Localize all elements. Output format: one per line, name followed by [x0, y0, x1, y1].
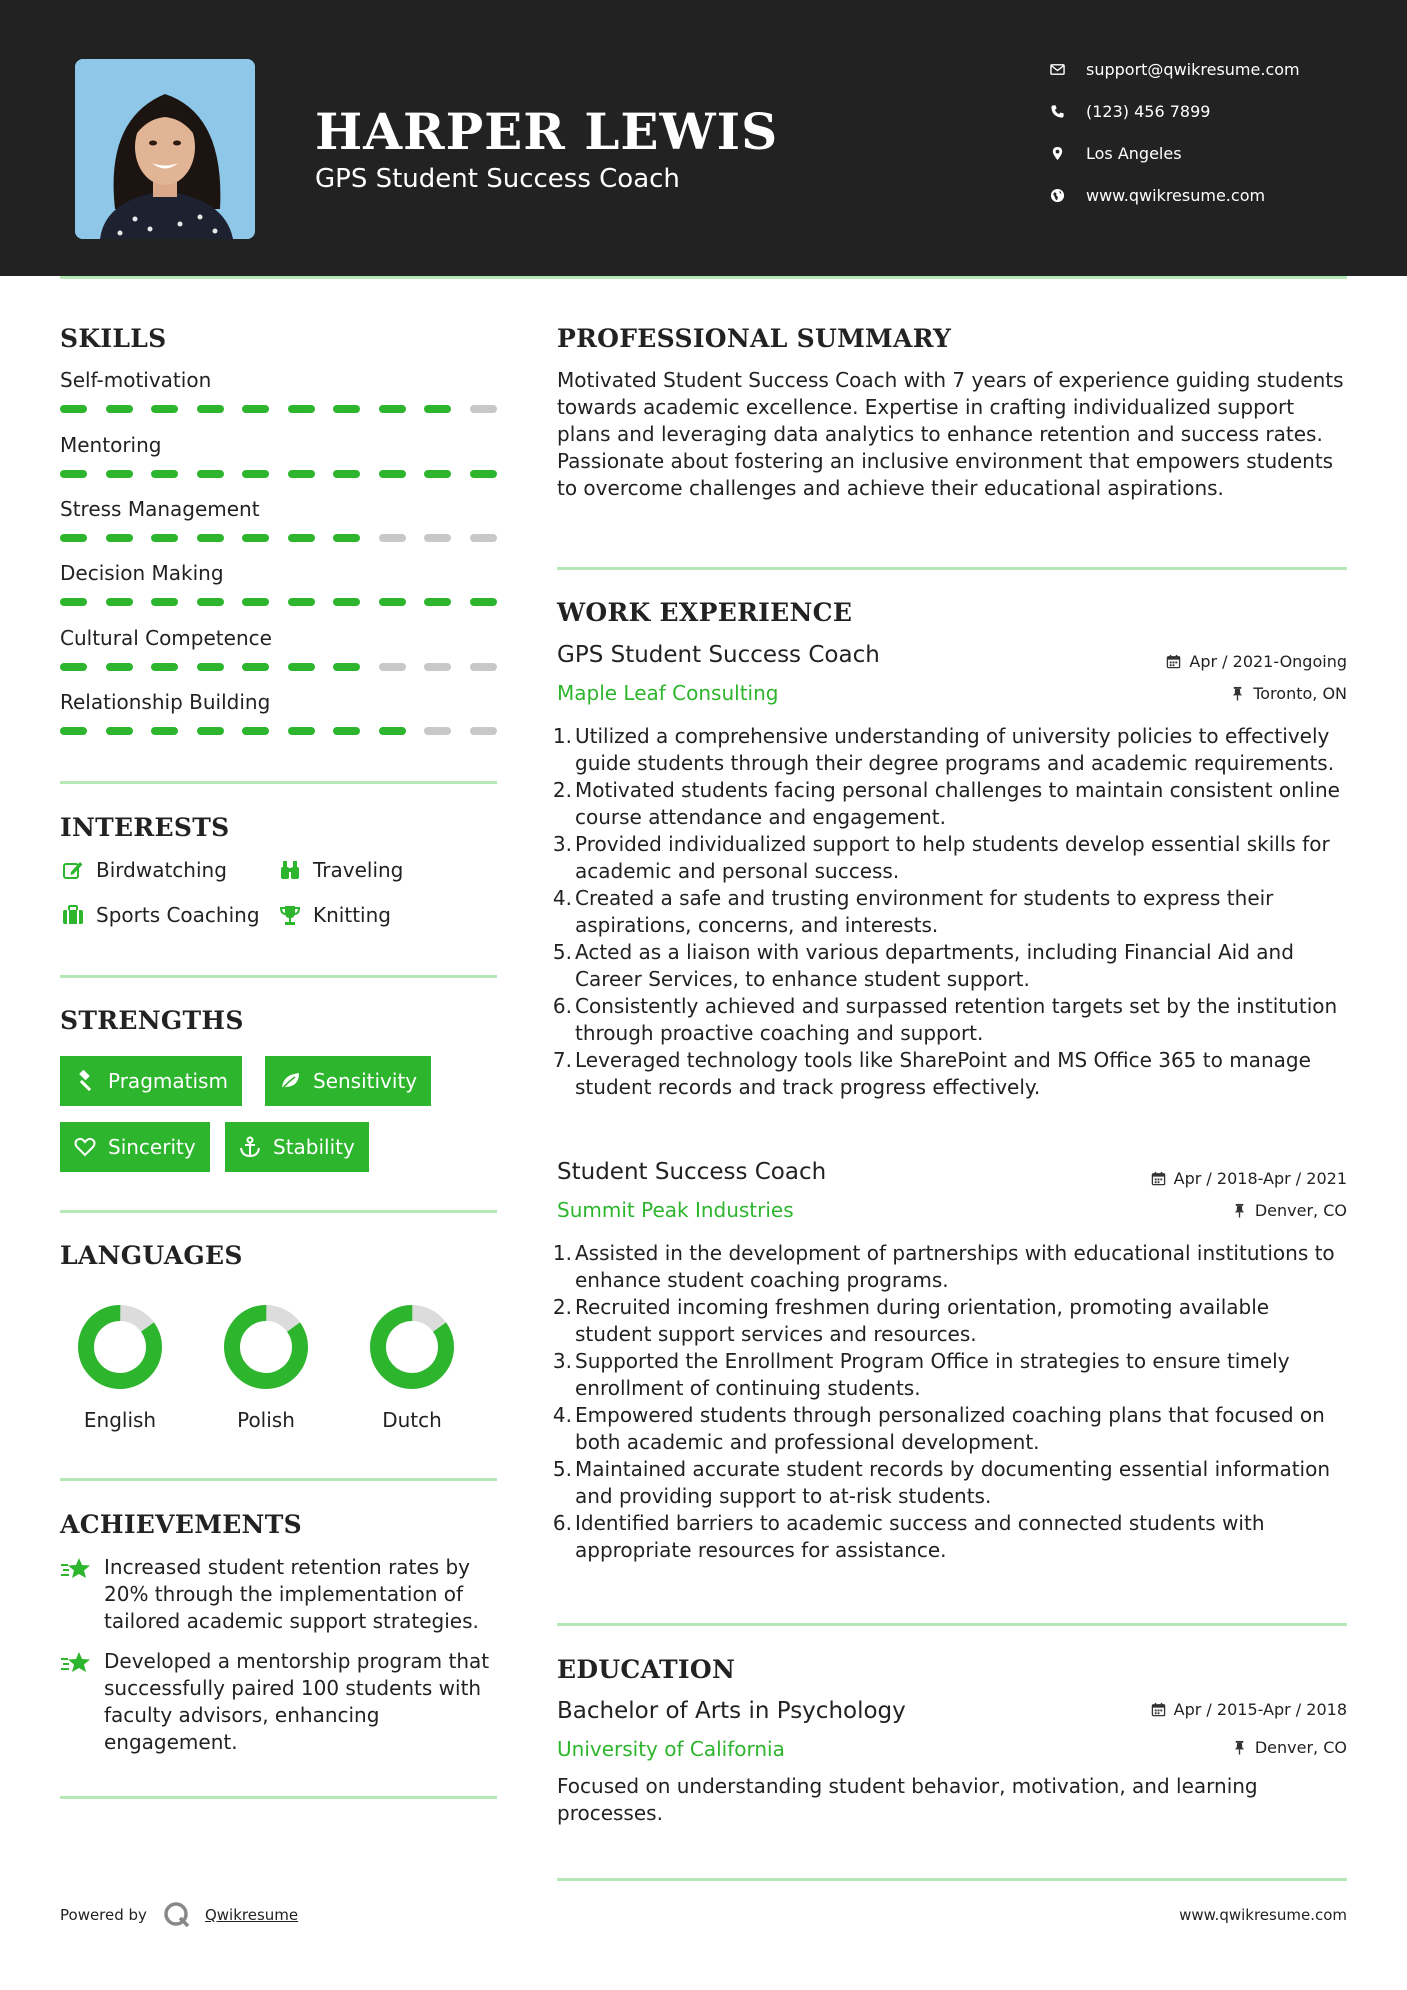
- responsibility-item: 1. Assisted in the development of partnerships with educational institutions to enhance student coaching programs.: [552, 1241, 1335, 1292]
- skill-rating-dash: [60, 727, 87, 735]
- strength-tag: [225, 1122, 369, 1172]
- language-proficiency-ring: [75, 1302, 165, 1392]
- job-responsibilities: [550, 1240, 1350, 1564]
- skill-name: Relationship Building: [60, 690, 271, 714]
- candidate-name: HARPER LEWIS: [315, 102, 779, 161]
- skill-rating-dash: [106, 405, 133, 413]
- qwikresume-logo-icon: [163, 1901, 191, 1929]
- responsibility-item: 7. Leveraged technology tools like SharePoint and MS Office 365 to manage student records and track progress effectively.: [552, 1048, 1311, 1099]
- skill-name: Decision Making: [60, 561, 224, 585]
- language-name: Polish: [237, 1408, 295, 1432]
- responsibility-text: Supported the Enrollment Program Office in strategies to ensure timely enrollment of continuing students.: [575, 1349, 1290, 1400]
- anchor-icon: [237, 1135, 263, 1159]
- skill-rating-dash: [197, 598, 224, 606]
- skill-rating-dash: [242, 598, 269, 606]
- skill-rating-dash: [333, 534, 360, 542]
- phone-icon: [1050, 104, 1080, 119]
- job-dates: [1151, 1169, 1347, 1188]
- job-dates-text: Apr / 2018-Apr / 2021: [1173, 1169, 1347, 1188]
- skill-rating-bar: [60, 470, 497, 478]
- education-description: Focused on understanding student behavior, motivation, and learning processes.: [557, 1774, 1258, 1825]
- globe-icon: [1050, 188, 1080, 203]
- skill-rating-dash: [242, 534, 269, 542]
- achievement-item: [60, 1648, 500, 1756]
- section-divider: [60, 1478, 497, 1481]
- pushpin-icon: [1230, 686, 1245, 701]
- skill-rating-dash: [470, 534, 497, 542]
- skill-rating-dash: [197, 470, 224, 478]
- strength-label: Stability: [273, 1135, 355, 1159]
- contact-email[interactable]: [1050, 57, 1380, 81]
- skill-rating-bar: [60, 405, 497, 413]
- education-dates: [1151, 1700, 1347, 1719]
- contact-phone-text: (123) 456 7899: [1086, 101, 1211, 121]
- responsibility-item: 5. Acted as a liaison with various departments, including Financial Aid and Career Services, to enhance student support.: [552, 940, 1294, 991]
- skill-rating-dash: [470, 470, 497, 478]
- skill-rating-dash: [424, 405, 451, 413]
- skill-rating-dash: [242, 727, 269, 735]
- interest-item: [60, 903, 260, 927]
- skill-rating-dash: [470, 405, 497, 413]
- skill-rating-dash: [151, 470, 178, 478]
- responsibility-text: Empowered students through personalized coaching plans that focused on both academic and professional development.: [575, 1403, 1325, 1454]
- summary-text: Motivated Student Success Coach with 7 years of experience guiding students towards academic excellence. Expertise in crafting individualized support plans and leveraging data analytics to enhance retention and success rates. Passionate about fostering an inclusive environment that empowers students to overcome challenges and achieve their educational aspirations.: [557, 368, 1344, 500]
- skill-rating-dash: [424, 598, 451, 606]
- language-proficiency-ring: [221, 1302, 311, 1392]
- job-location-text: Denver, CO: [1254, 1201, 1347, 1220]
- skill-name: Self-motivation: [60, 368, 212, 392]
- gavel-icon: [72, 1069, 98, 1093]
- skill-rating-dash: [151, 663, 178, 671]
- job-dates: [1166, 652, 1347, 671]
- skill-rating-dash: [379, 598, 406, 606]
- company-name: Maple Leaf Consulting: [557, 681, 779, 705]
- section-divider: [60, 1796, 497, 1799]
- job-dates-text: Apr / 2021-Ongoing: [1189, 652, 1347, 671]
- binoculars-icon: [277, 858, 303, 882]
- contact-website-text: www.qwikresume.com: [1086, 185, 1266, 205]
- responsibility-item: 5. Maintained accurate student records by documenting essential information and providing support to at-risk students.: [552, 1457, 1331, 1508]
- briefcase-icon: [60, 903, 86, 927]
- interest-item: [60, 858, 227, 882]
- education-location-text: Denver, CO: [1254, 1738, 1347, 1757]
- strength-tag: [60, 1122, 210, 1172]
- skill-rating-dash: [60, 405, 87, 413]
- company-name: Summit Peak Industries: [557, 1198, 794, 1222]
- star-medal-icon: [60, 1554, 104, 1635]
- calendar-icon: [1151, 1702, 1166, 1717]
- location-pin-icon: [1050, 146, 1080, 161]
- skill-rating-dash: [379, 663, 406, 671]
- interest-label: Traveling: [313, 858, 404, 882]
- responsibility-text: Acted as a liaison with various departments, including Financial Aid and Career Services, to enhance student support.: [575, 940, 1294, 991]
- calendar-icon: [1151, 1171, 1166, 1186]
- language-proficiency-ring: [367, 1302, 457, 1392]
- skill-rating-dash: [151, 727, 178, 735]
- achievement-text: Increased student retention rates by 20% through the implementation of tailored academic support strategies.: [104, 1555, 479, 1633]
- responsibility-text: Consistently achieved and surpassed retention targets set by the institution through proactive coaching and support.: [575, 994, 1338, 1045]
- skill-rating-dash: [424, 470, 451, 478]
- responsibility-text: Provided individualized support to help students develop essential skills for academic and personal success.: [575, 832, 1330, 883]
- pushpin-icon: [1232, 1203, 1247, 1218]
- skill-rating-dash: [424, 727, 451, 735]
- skill-rating-bar: [60, 663, 497, 671]
- envelope-icon: [1050, 62, 1080, 77]
- responsibility-text: Utilized a comprehensive understanding of university policies to effectively guide students through their degree programs and academic requirements.: [575, 724, 1335, 775]
- responsibility-item: 1. Utilized a comprehensive understanding of university policies to effectively guide students through their degree programs and academic requirements.: [552, 724, 1335, 775]
- skill-rating-dash: [242, 405, 269, 413]
- interest-item: [277, 903, 391, 927]
- skill-rating-dash: [424, 534, 451, 542]
- pushpin-icon: [1232, 1740, 1247, 1755]
- powered-by-label: Powered by: [60, 1906, 147, 1924]
- skill-rating-dash: [379, 470, 406, 478]
- skill-rating-dash: [333, 470, 360, 478]
- skill-rating-dash: [333, 727, 360, 735]
- responsibility-item: 6. Identified barriers to academic success and connected students with appropriate resources for assistance.: [552, 1511, 1265, 1562]
- skill-rating-dash: [288, 663, 315, 671]
- education-location: [1232, 1738, 1347, 1757]
- skill-rating-dash: [60, 534, 87, 542]
- skill-rating-dash: [288, 470, 315, 478]
- responsibility-item: 4. Empowered students through personalized coaching plans that focused on both academic and professional development.: [552, 1403, 1325, 1454]
- responsibility-item: 4. Created a safe and trusting environment for students to express their aspirations, concerns, and interests.: [552, 886, 1274, 937]
- calendar-icon: [1166, 654, 1181, 669]
- strength-label: Sincerity: [108, 1135, 196, 1159]
- section-divider: [557, 567, 1347, 570]
- job-location: [1232, 1201, 1347, 1220]
- responsibility-text: Created a safe and trusting environment for students to express their aspirations, concerns, and interests.: [575, 886, 1274, 937]
- pencil-square-icon: [60, 858, 86, 882]
- section-divider: [60, 975, 497, 978]
- candidate-title: GPS Student Success Coach: [315, 164, 680, 194]
- skill-rating-dash: [333, 598, 360, 606]
- responsibility-text: Leveraged technology tools like SharePoint and MS Office 365 to manage student records and track progress effectively.: [575, 1048, 1311, 1099]
- achievement-item: [60, 1554, 500, 1635]
- skill-rating-dash: [470, 663, 497, 671]
- skill-rating-dash: [60, 663, 87, 671]
- strength-label: Pragmatism: [108, 1069, 228, 1093]
- skill-rating-dash: [60, 598, 87, 606]
- leaf-icon: [277, 1069, 303, 1093]
- job-title: Student Success Coach: [557, 1159, 827, 1185]
- skills-heading: SKILLS: [60, 324, 167, 353]
- skill-name: Mentoring: [60, 433, 162, 457]
- skill-rating-bar: [60, 598, 497, 606]
- strength-tag: [60, 1056, 242, 1106]
- interest-label: Birdwatching: [96, 858, 227, 882]
- job-responsibilities: [550, 723, 1350, 1101]
- skill-rating-dash: [106, 727, 133, 735]
- skill-rating-dash: [197, 405, 224, 413]
- skill-rating-dash: [197, 663, 224, 671]
- footer-powered-by: [60, 1901, 298, 1929]
- skill-rating-dash: [288, 598, 315, 606]
- language-name: Dutch: [382, 1408, 442, 1432]
- contact-email-text: support@qwikresume.com: [1086, 59, 1300, 79]
- contact-website[interactable]: [1050, 183, 1380, 207]
- skill-rating-bar: [60, 534, 497, 542]
- skill-rating-dash: [470, 598, 497, 606]
- skill-rating-dash: [424, 663, 451, 671]
- language-item: [352, 1302, 472, 1432]
- skill-rating-dash: [379, 727, 406, 735]
- skill-rating-dash: [333, 405, 360, 413]
- profile-photo: [75, 59, 255, 239]
- section-divider: [60, 781, 497, 784]
- skill-rating-dash: [151, 405, 178, 413]
- responsibility-text: Recruited incoming freshmen during orientation, promoting available student support services and resources.: [575, 1295, 1270, 1346]
- skill-rating-dash: [197, 534, 224, 542]
- language-name: English: [83, 1408, 157, 1432]
- skill-rating-dash: [106, 534, 133, 542]
- qwikresume-link[interactable]: Qwikresume: [204, 1906, 299, 1924]
- responsibility-item: 6. Consistently achieved and surpassed retention targets set by the institution through proactive coaching and support.: [552, 994, 1338, 1045]
- skill-rating-dash: [242, 663, 269, 671]
- interest-label: Sports Coaching: [96, 903, 260, 927]
- skill-rating-dash: [106, 598, 133, 606]
- skill-name: Stress Management: [60, 497, 260, 521]
- skill-rating-dash: [242, 470, 269, 478]
- contact-location-text: Los Angeles: [1086, 143, 1182, 163]
- skill-rating-dash: [333, 663, 360, 671]
- skill-name: Cultural Competence: [60, 626, 272, 650]
- interests-heading: INTERESTS: [60, 813, 230, 842]
- responsibility-item: 2. Recruited incoming freshmen during orientation, promoting available student support services and resources.: [552, 1295, 1270, 1346]
- strengths-heading: STRENGTHS: [60, 1006, 244, 1035]
- strength-label: Sensitivity: [313, 1069, 418, 1093]
- language-ring-fill: [75, 1302, 165, 1392]
- star-medal-icon: [60, 1648, 104, 1756]
- school-name: University of California: [557, 1737, 785, 1761]
- summary-heading: PROFESSIONAL SUMMARY: [557, 324, 952, 353]
- degree-title: Bachelor of Arts in Psychology: [557, 1698, 906, 1724]
- responsibility-text: Assisted in the development of partnerships with educational institutions to enhance student coaching programs.: [575, 1241, 1335, 1292]
- responsibility-text: Maintained accurate student records by documenting essential information and providing support to at-risk students.: [575, 1457, 1331, 1508]
- achievements-heading: ACHIEVEMENTS: [60, 1510, 302, 1539]
- interest-label: Knitting: [313, 903, 391, 927]
- skill-rating-dash: [106, 470, 133, 478]
- section-divider: [557, 1878, 1347, 1881]
- skill-rating-dash: [151, 598, 178, 606]
- skill-rating-dash: [288, 534, 315, 542]
- skill-rating-dash: [197, 727, 224, 735]
- skill-rating-dash: [379, 405, 406, 413]
- skill-rating-dash: [106, 663, 133, 671]
- skill-rating-bar: [60, 727, 497, 735]
- responsibility-text: Motivated students facing personal challenges to maintain consistent online course attendance and engagement.: [575, 778, 1340, 829]
- education-heading: EDUCATION: [557, 1655, 736, 1684]
- contact-location: [1050, 141, 1380, 165]
- section-divider: [60, 1210, 497, 1213]
- language-ring-fill: [221, 1302, 311, 1392]
- interest-item: [277, 858, 403, 882]
- resume-header: [0, 0, 1407, 276]
- languages-heading: LANGUAGES: [60, 1241, 243, 1270]
- achievement-text: Developed a mentorship program that successfully paired 100 students with faculty advisors, enhancing engagement.: [104, 1649, 490, 1754]
- skill-rating-dash: [151, 534, 178, 542]
- language-item: [206, 1302, 326, 1432]
- responsibility-item: 2. Motivated students facing personal challenges to maintain consistent online course attendance and engagement.: [552, 778, 1340, 829]
- education-dates-text: Apr / 2015-Apr / 2018: [1173, 1700, 1347, 1719]
- skill-rating-dash: [60, 470, 87, 478]
- strength-tag: [265, 1056, 431, 1106]
- trophy-icon: [277, 903, 303, 927]
- heart-icon: [72, 1135, 98, 1159]
- section-divider: [557, 1623, 1347, 1626]
- language-ring-fill: [367, 1302, 457, 1392]
- responsibility-text: Identified barriers to academic success and connected students with appropriate resources for assistance.: [575, 1511, 1265, 1562]
- footer-website[interactable]: www.qwikresume.com: [1179, 1906, 1347, 1924]
- responsibility-item: 3. Provided individualized support to help students develop essential skills for academic and personal success.: [552, 832, 1330, 883]
- header-divider: [60, 276, 1347, 279]
- responsibility-item: 3. Supported the Enrollment Program Office in strategies to ensure timely enrollment of continuing students.: [552, 1349, 1290, 1400]
- job-title: GPS Student Success Coach: [557, 642, 880, 668]
- contact-phone[interactable]: [1050, 99, 1380, 123]
- skill-rating-dash: [379, 534, 406, 542]
- job-location-text: Toronto, ON: [1253, 684, 1347, 703]
- skill-rating-dash: [470, 727, 497, 735]
- experience-heading: WORK EXPERIENCE: [557, 598, 853, 627]
- skill-rating-dash: [288, 405, 315, 413]
- skill-rating-dash: [288, 727, 315, 735]
- job-location: [1230, 684, 1347, 703]
- language-item: [60, 1302, 180, 1432]
